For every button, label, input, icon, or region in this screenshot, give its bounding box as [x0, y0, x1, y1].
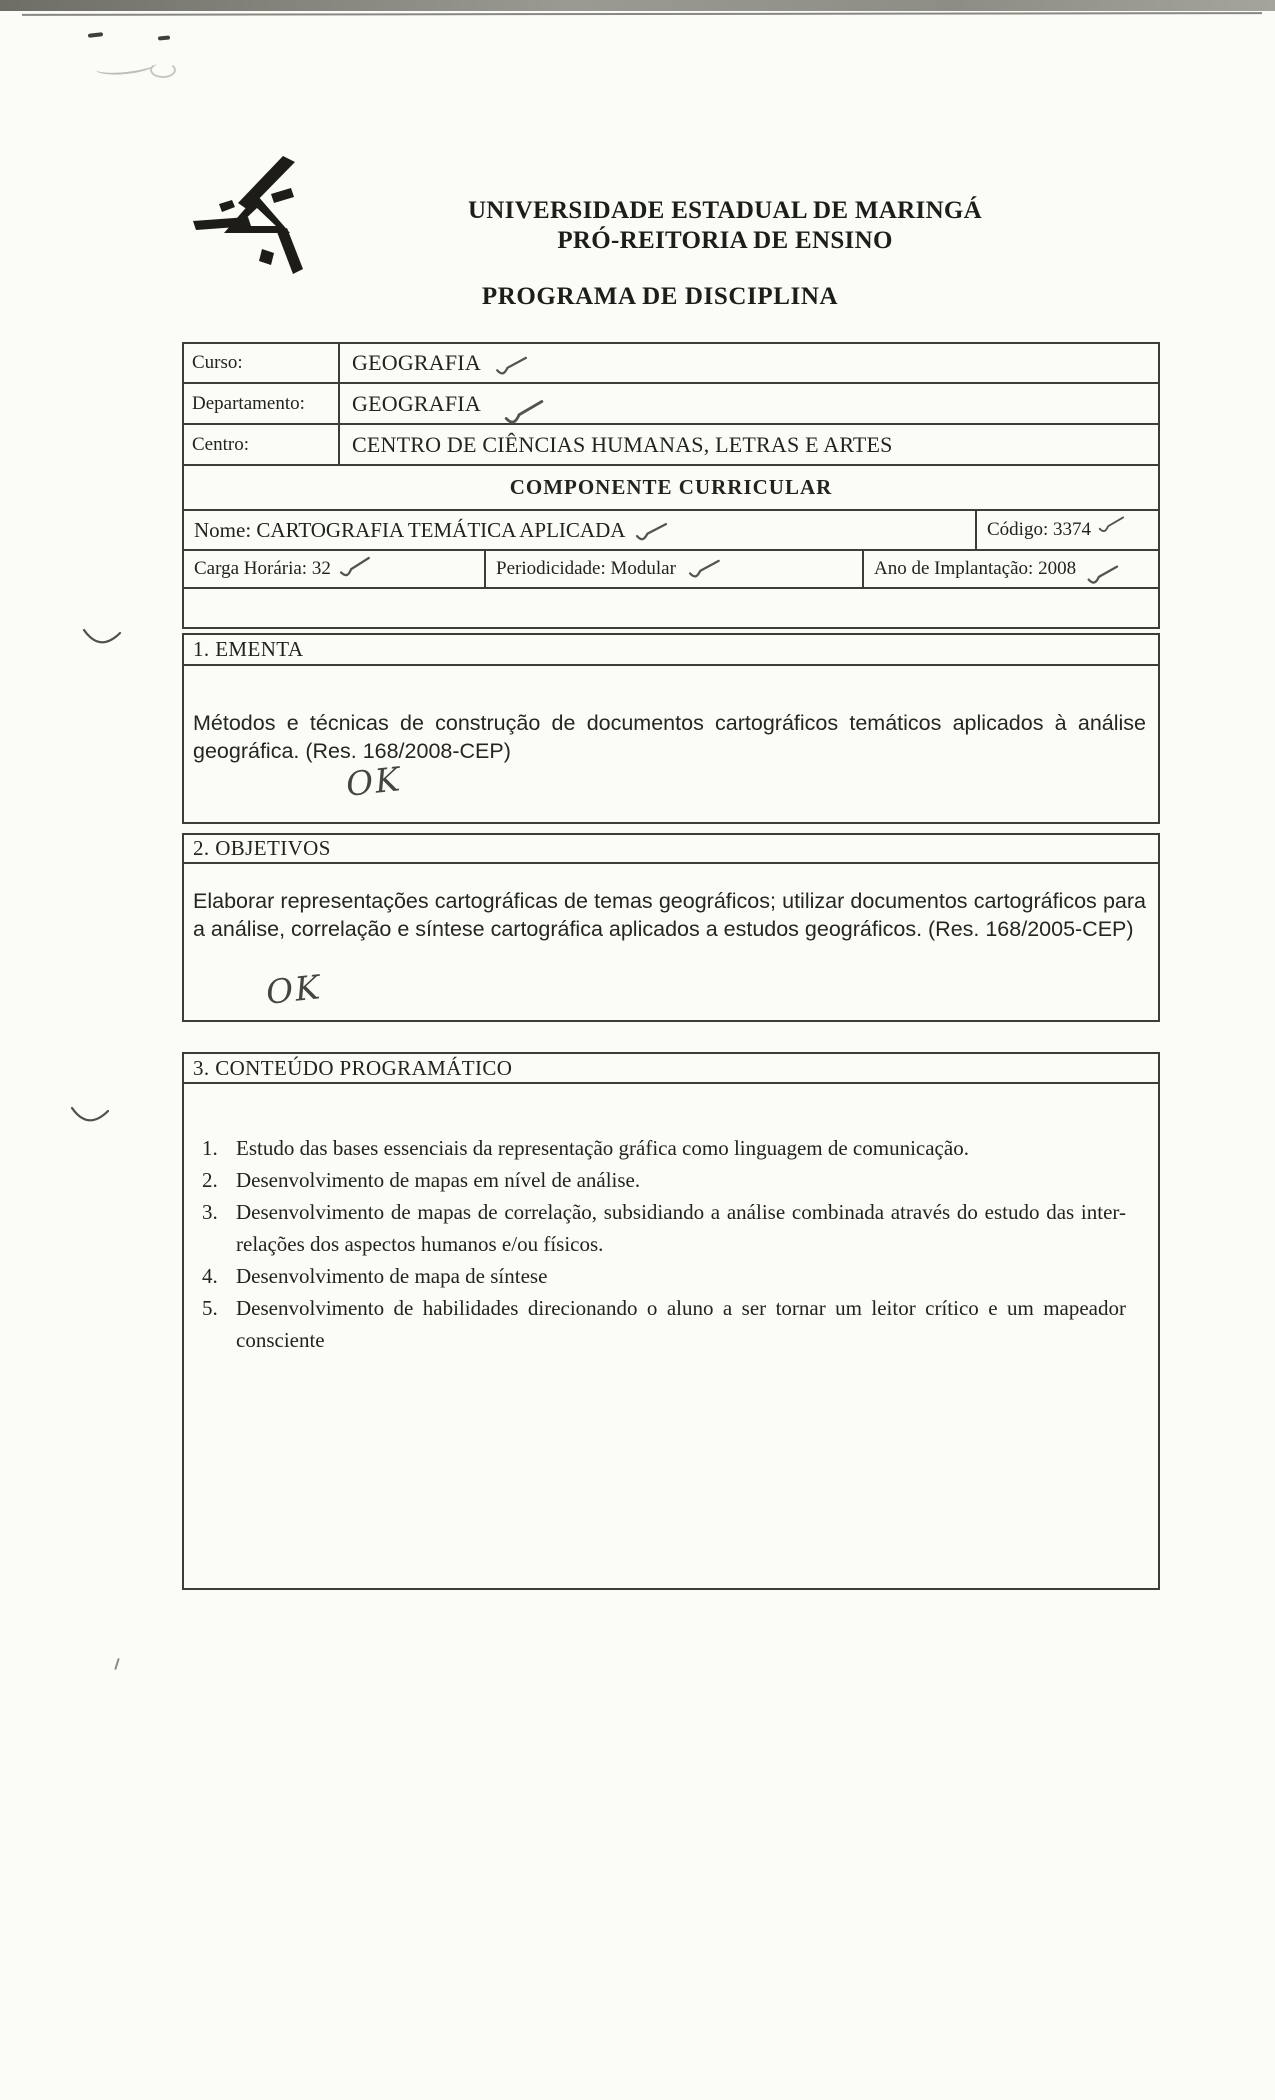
objetivos-text: Elaborar representações cartográficas de temas geográficos; utilizar documentos cartográficos para a análise, correlação e síntese cartográfica aplicados a estudos geográficos. (Res. 168/2005-CEP) — [193, 889, 1146, 941]
page-edge-shadow — [22, 12, 1262, 16]
table-row-departamento — [184, 382, 1158, 423]
periodicidade-cell — [484, 551, 864, 587]
list-item-text: Estudo das bases essenciais da representação gráfica como linguagem de comunicação. — [236, 1136, 969, 1160]
list-item-number: 3. — [202, 1200, 218, 1224]
stray-mark — [114, 1658, 120, 1670]
list-item-text: Desenvolvimento de habilidades direcionando o aluno a ser tornar um leitor crítico e um mapeador consciente — [236, 1296, 1126, 1352]
ano-implantacao-value: Ano de Implantação: 2008 — [874, 558, 1077, 579]
table-row-carga — [184, 549, 1158, 587]
periodicidade-value: Periodicidade: Modular — [496, 558, 676, 579]
section-ementa-header: 1. EMENTA — [182, 633, 1160, 666]
handwritten-check-icon — [501, 398, 549, 427]
section-objetivos-body — [182, 864, 1160, 1022]
table-row-centro — [184, 423, 1158, 464]
table-row-curso — [184, 344, 1158, 382]
list-item-text: Desenvolvimento de mapas em nível de análise. — [236, 1168, 641, 1192]
office-name: PRÓ-REITORIA DE ENSINO — [557, 226, 893, 254]
handwritten-ok-mark: OK — [344, 759, 404, 804]
pencil-mark — [158, 35, 170, 40]
pencil-scribble — [94, 55, 157, 77]
list-item — [202, 1132, 1132, 1164]
list-item-number: 4. — [202, 1264, 218, 1288]
handwritten-check-icon — [1098, 516, 1127, 535]
handwritten-margin-mark — [82, 626, 122, 654]
conteudo-list — [202, 1132, 1132, 1356]
list-item-number: 2. — [202, 1168, 218, 1192]
list-item — [202, 1292, 1132, 1356]
centro-label: Centro: — [184, 425, 340, 464]
curso-value: GEOGRAFIA — [352, 350, 481, 375]
departamento-value: GEOGRAFIA — [352, 390, 481, 416]
course-info-table — [182, 342, 1160, 629]
list-item-number: 5. — [202, 1296, 218, 1320]
codigo-cell — [975, 511, 1158, 549]
departamento-label: Departamento: — [184, 384, 340, 423]
pencil-scribble — [150, 62, 176, 78]
handwritten-margin-mark — [70, 1104, 110, 1132]
handwritten-check-icon — [635, 522, 670, 543]
section-conteudo-body — [182, 1084, 1160, 1590]
scanner-edge-strip — [0, 0, 1275, 11]
codigo-value: Código: 3374 — [987, 519, 1091, 540]
list-item — [202, 1260, 1132, 1292]
handwritten-check-icon — [337, 555, 373, 579]
nome-value: Nome: CARTOGRAFIA TEMÁTICA APLICADA — [194, 517, 626, 542]
ementa-text: Métodos e técnicas de construção de documentos cartográficos temáticos aplicados à análise geográfica. (Res. 168/2008-CEP) — [193, 711, 1146, 763]
carga-horaria-value: Carga Horária: 32 — [194, 558, 331, 579]
centro-value: CENTRO DE CIÊNCIAS HUMANAS, LETRAS E ARTES — [352, 431, 893, 457]
ano-implantacao-cell — [864, 558, 1158, 580]
curso-label: Curso: — [184, 344, 340, 382]
handwritten-check-icon — [495, 355, 530, 376]
curso-value-cell — [340, 350, 1158, 376]
table-row-empty — [184, 587, 1158, 627]
list-item-text: Desenvolvimento de mapa de síntese — [236, 1264, 548, 1288]
nome-cell — [184, 518, 975, 543]
header — [430, 196, 1020, 255]
carga-horaria-cell — [184, 558, 484, 580]
handwritten-check-icon — [1086, 564, 1122, 586]
section-objetivos-header: 2. OBJETIVOS — [182, 833, 1160, 864]
handwritten-check-icon — [687, 558, 722, 579]
handwritten-ok-mark: OK — [264, 967, 324, 1012]
list-item-text: Desenvolvimento de mapas de correlação, subsidiando a análise combinada através do estudo das inter-relações dos aspectos humanos e/ou físicos. — [236, 1200, 1126, 1256]
university-name: UNIVERSIDADE ESTADUAL DE MARINGÁ — [467, 197, 983, 224]
componente-curricular-header: COMPONENTE CURRICULAR — [184, 464, 1158, 509]
table-row-nome — [184, 509, 1158, 549]
section-conteudo-header: 3. CONTEÚDO PROGRAMÁTICO — [182, 1052, 1160, 1084]
pencil-mark — [88, 32, 103, 38]
list-item — [202, 1196, 1132, 1260]
document-title: PROGRAMA DE DISCIPLINA — [481, 283, 839, 310]
uem-logo — [193, 155, 305, 277]
list-item-number: 1. — [202, 1136, 218, 1160]
section-ementa-body — [182, 666, 1160, 824]
list-item — [202, 1164, 1132, 1196]
departamento-value-cell — [340, 391, 1158, 417]
